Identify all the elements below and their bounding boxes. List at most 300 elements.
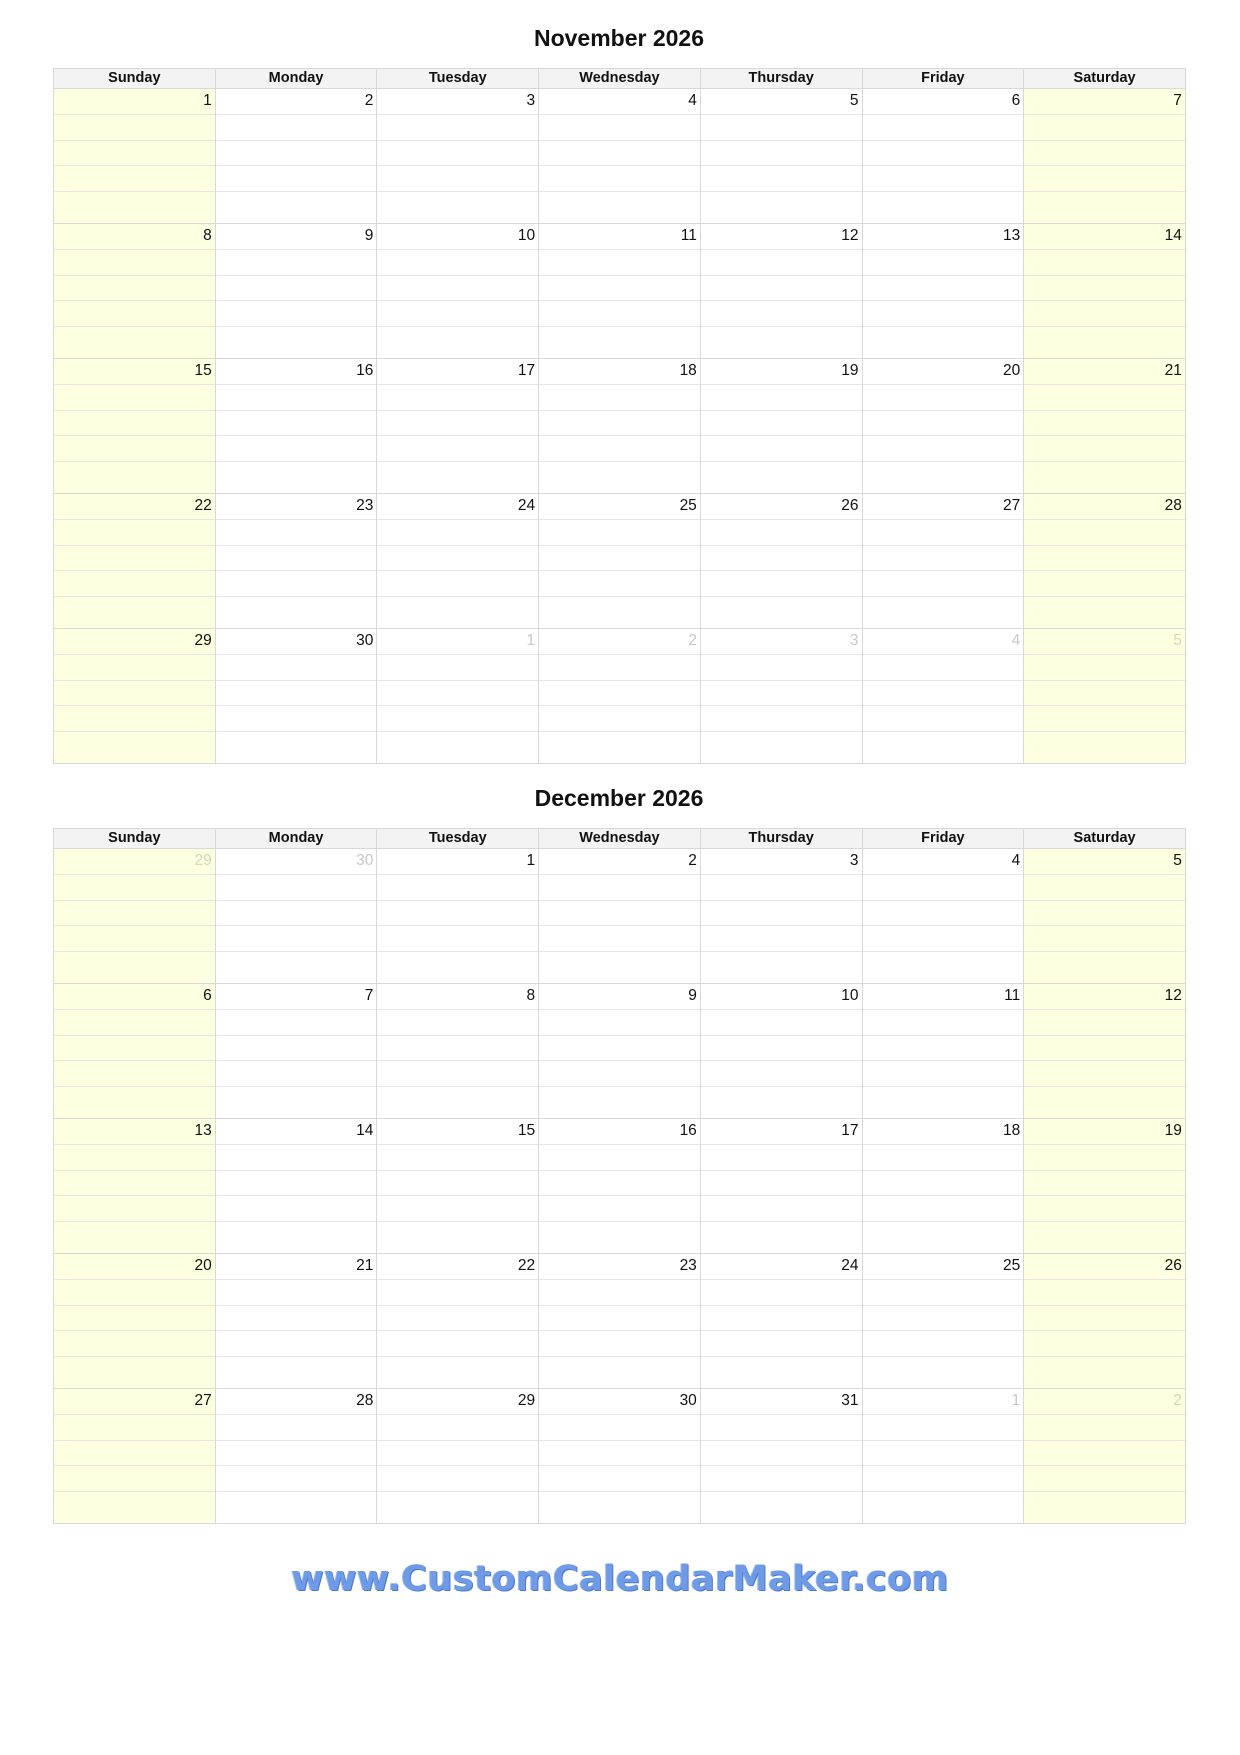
note-line[interactable]: [701, 1357, 862, 1383]
note-line[interactable]: [863, 1492, 1024, 1518]
note-line[interactable]: [701, 520, 862, 546]
note-line[interactable]: [701, 1145, 862, 1171]
note-line[interactable]: [377, 1010, 538, 1036]
note-line[interactable]: [539, 411, 700, 437]
note-line[interactable]: [539, 520, 700, 546]
note-line[interactable]: [539, 681, 700, 707]
note-line[interactable]: [54, 1061, 215, 1087]
note-line[interactable]: [863, 901, 1024, 927]
note-line[interactable]: [1024, 462, 1185, 488]
day-cell[interactable]: [863, 89, 1025, 224]
note-line[interactable]: [701, 1331, 862, 1357]
note-line[interactable]: [54, 1415, 215, 1441]
day-cell[interactable]: [539, 359, 701, 494]
note-line[interactable]: [863, 1280, 1024, 1306]
note-line[interactable]: [701, 1036, 862, 1062]
note-line[interactable]: [1024, 546, 1185, 572]
note-line[interactable]: [863, 952, 1024, 978]
note-line[interactable]: [377, 706, 538, 732]
note-line[interactable]: [377, 520, 538, 546]
note-line[interactable]: [54, 1145, 215, 1171]
note-line[interactable]: [539, 1222, 700, 1248]
note-line[interactable]: [377, 546, 538, 572]
note-line[interactable]: [54, 732, 215, 758]
note-line[interactable]: [701, 385, 862, 411]
note-line[interactable]: [863, 436, 1024, 462]
note-line[interactable]: [54, 706, 215, 732]
note-line[interactable]: [377, 1492, 538, 1518]
note-line[interactable]: [1024, 1492, 1185, 1518]
day-cell[interactable]: [54, 359, 216, 494]
note-line[interactable]: [1024, 385, 1185, 411]
note-line[interactable]: [216, 1222, 377, 1248]
note-line[interactable]: [539, 436, 700, 462]
note-line[interactable]: [377, 250, 538, 276]
note-line[interactable]: [863, 571, 1024, 597]
note-line[interactable]: [701, 926, 862, 952]
note-line[interactable]: [216, 1466, 377, 1492]
note-line[interactable]: [1024, 681, 1185, 707]
note-line[interactable]: [863, 115, 1024, 141]
day-cell[interactable]: [1024, 1389, 1186, 1524]
note-line[interactable]: [539, 1196, 700, 1222]
day-cell[interactable]: [216, 849, 378, 984]
day-cell[interactable]: [54, 1254, 216, 1389]
note-line[interactable]: [54, 546, 215, 572]
day-cell[interactable]: [216, 629, 378, 764]
note-line[interactable]: [701, 411, 862, 437]
note-line[interactable]: [216, 597, 377, 623]
day-cell[interactable]: [54, 1389, 216, 1524]
note-line[interactable]: [1024, 520, 1185, 546]
day-cell[interactable]: [54, 224, 216, 359]
note-line[interactable]: [701, 546, 862, 572]
note-line[interactable]: [863, 385, 1024, 411]
note-line[interactable]: [863, 1415, 1024, 1441]
note-line[interactable]: [863, 141, 1024, 167]
note-line[interactable]: [1024, 597, 1185, 623]
note-line[interactable]: [216, 192, 377, 218]
note-line[interactable]: [1024, 706, 1185, 732]
note-line[interactable]: [216, 1036, 377, 1062]
note-line[interactable]: [216, 1171, 377, 1197]
note-line[interactable]: [539, 1441, 700, 1467]
day-cell[interactable]: [863, 359, 1025, 494]
note-line[interactable]: [701, 1441, 862, 1467]
note-line[interactable]: [377, 952, 538, 978]
note-line[interactable]: [1024, 1222, 1185, 1248]
note-line[interactable]: [701, 1492, 862, 1518]
day-cell[interactable]: [539, 1254, 701, 1389]
day-cell[interactable]: [216, 1119, 378, 1254]
note-line[interactable]: [377, 385, 538, 411]
day-cell[interactable]: [377, 984, 539, 1119]
day-cell[interactable]: [701, 89, 863, 224]
day-cell[interactable]: [1024, 984, 1186, 1119]
day-cell[interactable]: [54, 89, 216, 224]
day-cell[interactable]: [863, 629, 1025, 764]
note-line[interactable]: [54, 436, 215, 462]
note-line[interactable]: [701, 1280, 862, 1306]
note-line[interactable]: [863, 1331, 1024, 1357]
note-line[interactable]: [701, 1222, 862, 1248]
note-line[interactable]: [377, 141, 538, 167]
note-line[interactable]: [377, 1466, 538, 1492]
note-line[interactable]: [377, 301, 538, 327]
note-line[interactable]: [216, 732, 377, 758]
note-line[interactable]: [539, 901, 700, 927]
note-line[interactable]: [216, 1331, 377, 1357]
note-line[interactable]: [377, 597, 538, 623]
note-line[interactable]: [54, 1441, 215, 1467]
note-line[interactable]: [863, 1010, 1024, 1036]
note-line[interactable]: [1024, 1061, 1185, 1087]
note-line[interactable]: [539, 1357, 700, 1383]
note-line[interactable]: [539, 1415, 700, 1441]
day-cell[interactable]: [54, 849, 216, 984]
note-line[interactable]: [54, 385, 215, 411]
day-cell[interactable]: [216, 494, 378, 629]
note-line[interactable]: [863, 1171, 1024, 1197]
note-line[interactable]: [701, 1415, 862, 1441]
note-line[interactable]: [377, 276, 538, 302]
note-line[interactable]: [1024, 141, 1185, 167]
note-line[interactable]: [377, 166, 538, 192]
note-line[interactable]: [216, 1441, 377, 1467]
day-cell[interactable]: [1024, 849, 1186, 984]
note-line[interactable]: [701, 732, 862, 758]
note-line[interactable]: [701, 875, 862, 901]
note-line[interactable]: [54, 1036, 215, 1062]
note-line[interactable]: [539, 926, 700, 952]
note-line[interactable]: [54, 655, 215, 681]
day-cell[interactable]: [701, 1389, 863, 1524]
note-line[interactable]: [216, 1010, 377, 1036]
note-line[interactable]: [54, 1306, 215, 1332]
note-line[interactable]: [701, 276, 862, 302]
note-line[interactable]: [863, 875, 1024, 901]
note-line[interactable]: [1024, 1145, 1185, 1171]
note-line[interactable]: [1024, 436, 1185, 462]
note-line[interactable]: [1024, 1196, 1185, 1222]
note-line[interactable]: [216, 681, 377, 707]
note-line[interactable]: [539, 192, 700, 218]
note-line[interactable]: [701, 141, 862, 167]
note-line[interactable]: [54, 926, 215, 952]
note-line[interactable]: [377, 1280, 538, 1306]
note-line[interactable]: [377, 901, 538, 927]
note-line[interactable]: [701, 301, 862, 327]
note-line[interactable]: [54, 115, 215, 141]
note-line[interactable]: [377, 681, 538, 707]
note-line[interactable]: [701, 192, 862, 218]
note-line[interactable]: [377, 115, 538, 141]
day-cell[interactable]: [1024, 89, 1186, 224]
note-line[interactable]: [701, 1061, 862, 1087]
note-line[interactable]: [54, 166, 215, 192]
note-line[interactable]: [216, 1196, 377, 1222]
day-cell[interactable]: [216, 359, 378, 494]
note-line[interactable]: [701, 901, 862, 927]
note-line[interactable]: [1024, 1010, 1185, 1036]
note-line[interactable]: [701, 462, 862, 488]
note-line[interactable]: [863, 411, 1024, 437]
day-cell[interactable]: [377, 89, 539, 224]
note-line[interactable]: [1024, 1415, 1185, 1441]
note-line[interactable]: [1024, 301, 1185, 327]
note-line[interactable]: [539, 571, 700, 597]
note-line[interactable]: [377, 1441, 538, 1467]
day-cell[interactable]: [54, 494, 216, 629]
day-cell[interactable]: [1024, 1254, 1186, 1389]
note-line[interactable]: [1024, 1331, 1185, 1357]
note-line[interactable]: [216, 301, 377, 327]
note-line[interactable]: [1024, 1280, 1185, 1306]
note-line[interactable]: [539, 1010, 700, 1036]
note-line[interactable]: [539, 546, 700, 572]
note-line[interactable]: [1024, 115, 1185, 141]
note-line[interactable]: [377, 732, 538, 758]
note-line[interactable]: [1024, 250, 1185, 276]
note-line[interactable]: [216, 1280, 377, 1306]
note-line[interactable]: [1024, 166, 1185, 192]
note-line[interactable]: [1024, 1441, 1185, 1467]
note-line[interactable]: [539, 1036, 700, 1062]
day-cell[interactable]: [701, 494, 863, 629]
note-line[interactable]: [216, 571, 377, 597]
note-line[interactable]: [701, 327, 862, 353]
note-line[interactable]: [863, 546, 1024, 572]
note-line[interactable]: [539, 952, 700, 978]
note-line[interactable]: [539, 1306, 700, 1332]
note-line[interactable]: [54, 571, 215, 597]
day-cell[interactable]: [701, 849, 863, 984]
note-line[interactable]: [377, 462, 538, 488]
note-line[interactable]: [1024, 1306, 1185, 1332]
note-line[interactable]: [216, 141, 377, 167]
day-cell[interactable]: [54, 984, 216, 1119]
day-cell[interactable]: [701, 629, 863, 764]
note-line[interactable]: [216, 276, 377, 302]
note-line[interactable]: [54, 520, 215, 546]
note-line[interactable]: [377, 192, 538, 218]
note-line[interactable]: [1024, 1087, 1185, 1113]
note-line[interactable]: [54, 1357, 215, 1383]
note-line[interactable]: [539, 1492, 700, 1518]
note-line[interactable]: [54, 462, 215, 488]
note-line[interactable]: [863, 597, 1024, 623]
note-line[interactable]: [216, 546, 377, 572]
note-line[interactable]: [863, 1196, 1024, 1222]
day-cell[interactable]: [1024, 1119, 1186, 1254]
note-line[interactable]: [216, 1087, 377, 1113]
note-line[interactable]: [863, 327, 1024, 353]
day-cell[interactable]: [377, 1389, 539, 1524]
note-line[interactable]: [863, 732, 1024, 758]
note-line[interactable]: [377, 1171, 538, 1197]
note-line[interactable]: [54, 1010, 215, 1036]
day-cell[interactable]: [539, 1389, 701, 1524]
note-line[interactable]: [863, 301, 1024, 327]
note-line[interactable]: [377, 1061, 538, 1087]
day-cell[interactable]: [377, 359, 539, 494]
note-line[interactable]: [377, 327, 538, 353]
note-line[interactable]: [539, 115, 700, 141]
day-cell[interactable]: [54, 1119, 216, 1254]
note-line[interactable]: [701, 571, 862, 597]
note-line[interactable]: [216, 327, 377, 353]
note-line[interactable]: [701, 597, 862, 623]
note-line[interactable]: [377, 1036, 538, 1062]
day-cell[interactable]: [377, 849, 539, 984]
note-line[interactable]: [216, 436, 377, 462]
note-line[interactable]: [539, 462, 700, 488]
note-line[interactable]: [863, 1061, 1024, 1087]
day-cell[interactable]: [539, 849, 701, 984]
note-line[interactable]: [377, 1145, 538, 1171]
note-line[interactable]: [377, 571, 538, 597]
day-cell[interactable]: [701, 1254, 863, 1389]
note-line[interactable]: [216, 875, 377, 901]
note-line[interactable]: [539, 1331, 700, 1357]
note-line[interactable]: [863, 655, 1024, 681]
note-line[interactable]: [54, 681, 215, 707]
note-line[interactable]: [1024, 327, 1185, 353]
note-line[interactable]: [1024, 276, 1185, 302]
note-line[interactable]: [863, 1222, 1024, 1248]
note-line[interactable]: [1024, 926, 1185, 952]
note-line[interactable]: [216, 520, 377, 546]
note-line[interactable]: [1024, 192, 1185, 218]
note-line[interactable]: [539, 301, 700, 327]
note-line[interactable]: [701, 952, 862, 978]
note-line[interactable]: [377, 1196, 538, 1222]
note-line[interactable]: [54, 952, 215, 978]
note-line[interactable]: [539, 385, 700, 411]
note-line[interactable]: [701, 436, 862, 462]
note-line[interactable]: [539, 597, 700, 623]
note-line[interactable]: [377, 1331, 538, 1357]
note-line[interactable]: [216, 115, 377, 141]
day-cell[interactable]: [863, 494, 1025, 629]
note-line[interactable]: [1024, 732, 1185, 758]
note-line[interactable]: [701, 681, 862, 707]
note-line[interactable]: [701, 1196, 862, 1222]
note-line[interactable]: [54, 1280, 215, 1306]
note-line[interactable]: [54, 301, 215, 327]
note-line[interactable]: [1024, 1466, 1185, 1492]
note-line[interactable]: [701, 655, 862, 681]
day-cell[interactable]: [216, 984, 378, 1119]
note-line[interactable]: [863, 1466, 1024, 1492]
note-line[interactable]: [216, 926, 377, 952]
note-line[interactable]: [863, 706, 1024, 732]
note-line[interactable]: [54, 1171, 215, 1197]
note-line[interactable]: [1024, 1171, 1185, 1197]
day-cell[interactable]: [54, 629, 216, 764]
note-line[interactable]: [216, 1061, 377, 1087]
note-line[interactable]: [54, 901, 215, 927]
day-cell[interactable]: [863, 1389, 1025, 1524]
note-line[interactable]: [54, 250, 215, 276]
day-cell[interactable]: [701, 1119, 863, 1254]
note-line[interactable]: [539, 327, 700, 353]
note-line[interactable]: [539, 1061, 700, 1087]
day-cell[interactable]: [1024, 359, 1186, 494]
note-line[interactable]: [701, 166, 862, 192]
note-line[interactable]: [377, 926, 538, 952]
day-cell[interactable]: [539, 984, 701, 1119]
note-line[interactable]: [1024, 952, 1185, 978]
day-cell[interactable]: [216, 89, 378, 224]
note-line[interactable]: [377, 1415, 538, 1441]
note-line[interactable]: [863, 1087, 1024, 1113]
note-line[interactable]: [54, 141, 215, 167]
note-line[interactable]: [216, 411, 377, 437]
note-line[interactable]: [539, 276, 700, 302]
note-line[interactable]: [377, 875, 538, 901]
note-line[interactable]: [863, 681, 1024, 707]
note-line[interactable]: [54, 597, 215, 623]
note-line[interactable]: [216, 462, 377, 488]
day-cell[interactable]: [863, 849, 1025, 984]
day-cell[interactable]: [1024, 494, 1186, 629]
note-line[interactable]: [701, 1010, 862, 1036]
note-line[interactable]: [1024, 901, 1185, 927]
note-line[interactable]: [54, 1196, 215, 1222]
note-line[interactable]: [54, 1492, 215, 1518]
day-cell[interactable]: [216, 224, 378, 359]
note-line[interactable]: [863, 1306, 1024, 1332]
note-line[interactable]: [1024, 655, 1185, 681]
note-line[interactable]: [863, 192, 1024, 218]
note-line[interactable]: [216, 901, 377, 927]
note-line[interactable]: [863, 1441, 1024, 1467]
note-line[interactable]: [539, 1087, 700, 1113]
note-line[interactable]: [539, 1280, 700, 1306]
day-cell[interactable]: [701, 224, 863, 359]
note-line[interactable]: [216, 1357, 377, 1383]
day-cell[interactable]: [539, 1119, 701, 1254]
note-line[interactable]: [863, 1145, 1024, 1171]
note-line[interactable]: [539, 875, 700, 901]
note-line[interactable]: [54, 1087, 215, 1113]
note-line[interactable]: [377, 411, 538, 437]
day-cell[interactable]: [539, 494, 701, 629]
note-line[interactable]: [54, 411, 215, 437]
day-cell[interactable]: [377, 224, 539, 359]
day-cell[interactable]: [216, 1389, 378, 1524]
day-cell[interactable]: [863, 224, 1025, 359]
note-line[interactable]: [863, 1036, 1024, 1062]
note-line[interactable]: [54, 276, 215, 302]
note-line[interactable]: [216, 250, 377, 276]
day-cell[interactable]: [701, 984, 863, 1119]
day-cell[interactable]: [863, 984, 1025, 1119]
note-line[interactable]: [54, 1222, 215, 1248]
note-line[interactable]: [1024, 875, 1185, 901]
note-line[interactable]: [216, 385, 377, 411]
note-line[interactable]: [863, 276, 1024, 302]
note-line[interactable]: [54, 192, 215, 218]
note-line[interactable]: [1024, 1357, 1185, 1383]
note-line[interactable]: [863, 926, 1024, 952]
day-cell[interactable]: [1024, 224, 1186, 359]
note-line[interactable]: [701, 1306, 862, 1332]
note-line[interactable]: [216, 706, 377, 732]
note-line[interactable]: [54, 1331, 215, 1357]
day-cell[interactable]: [701, 359, 863, 494]
